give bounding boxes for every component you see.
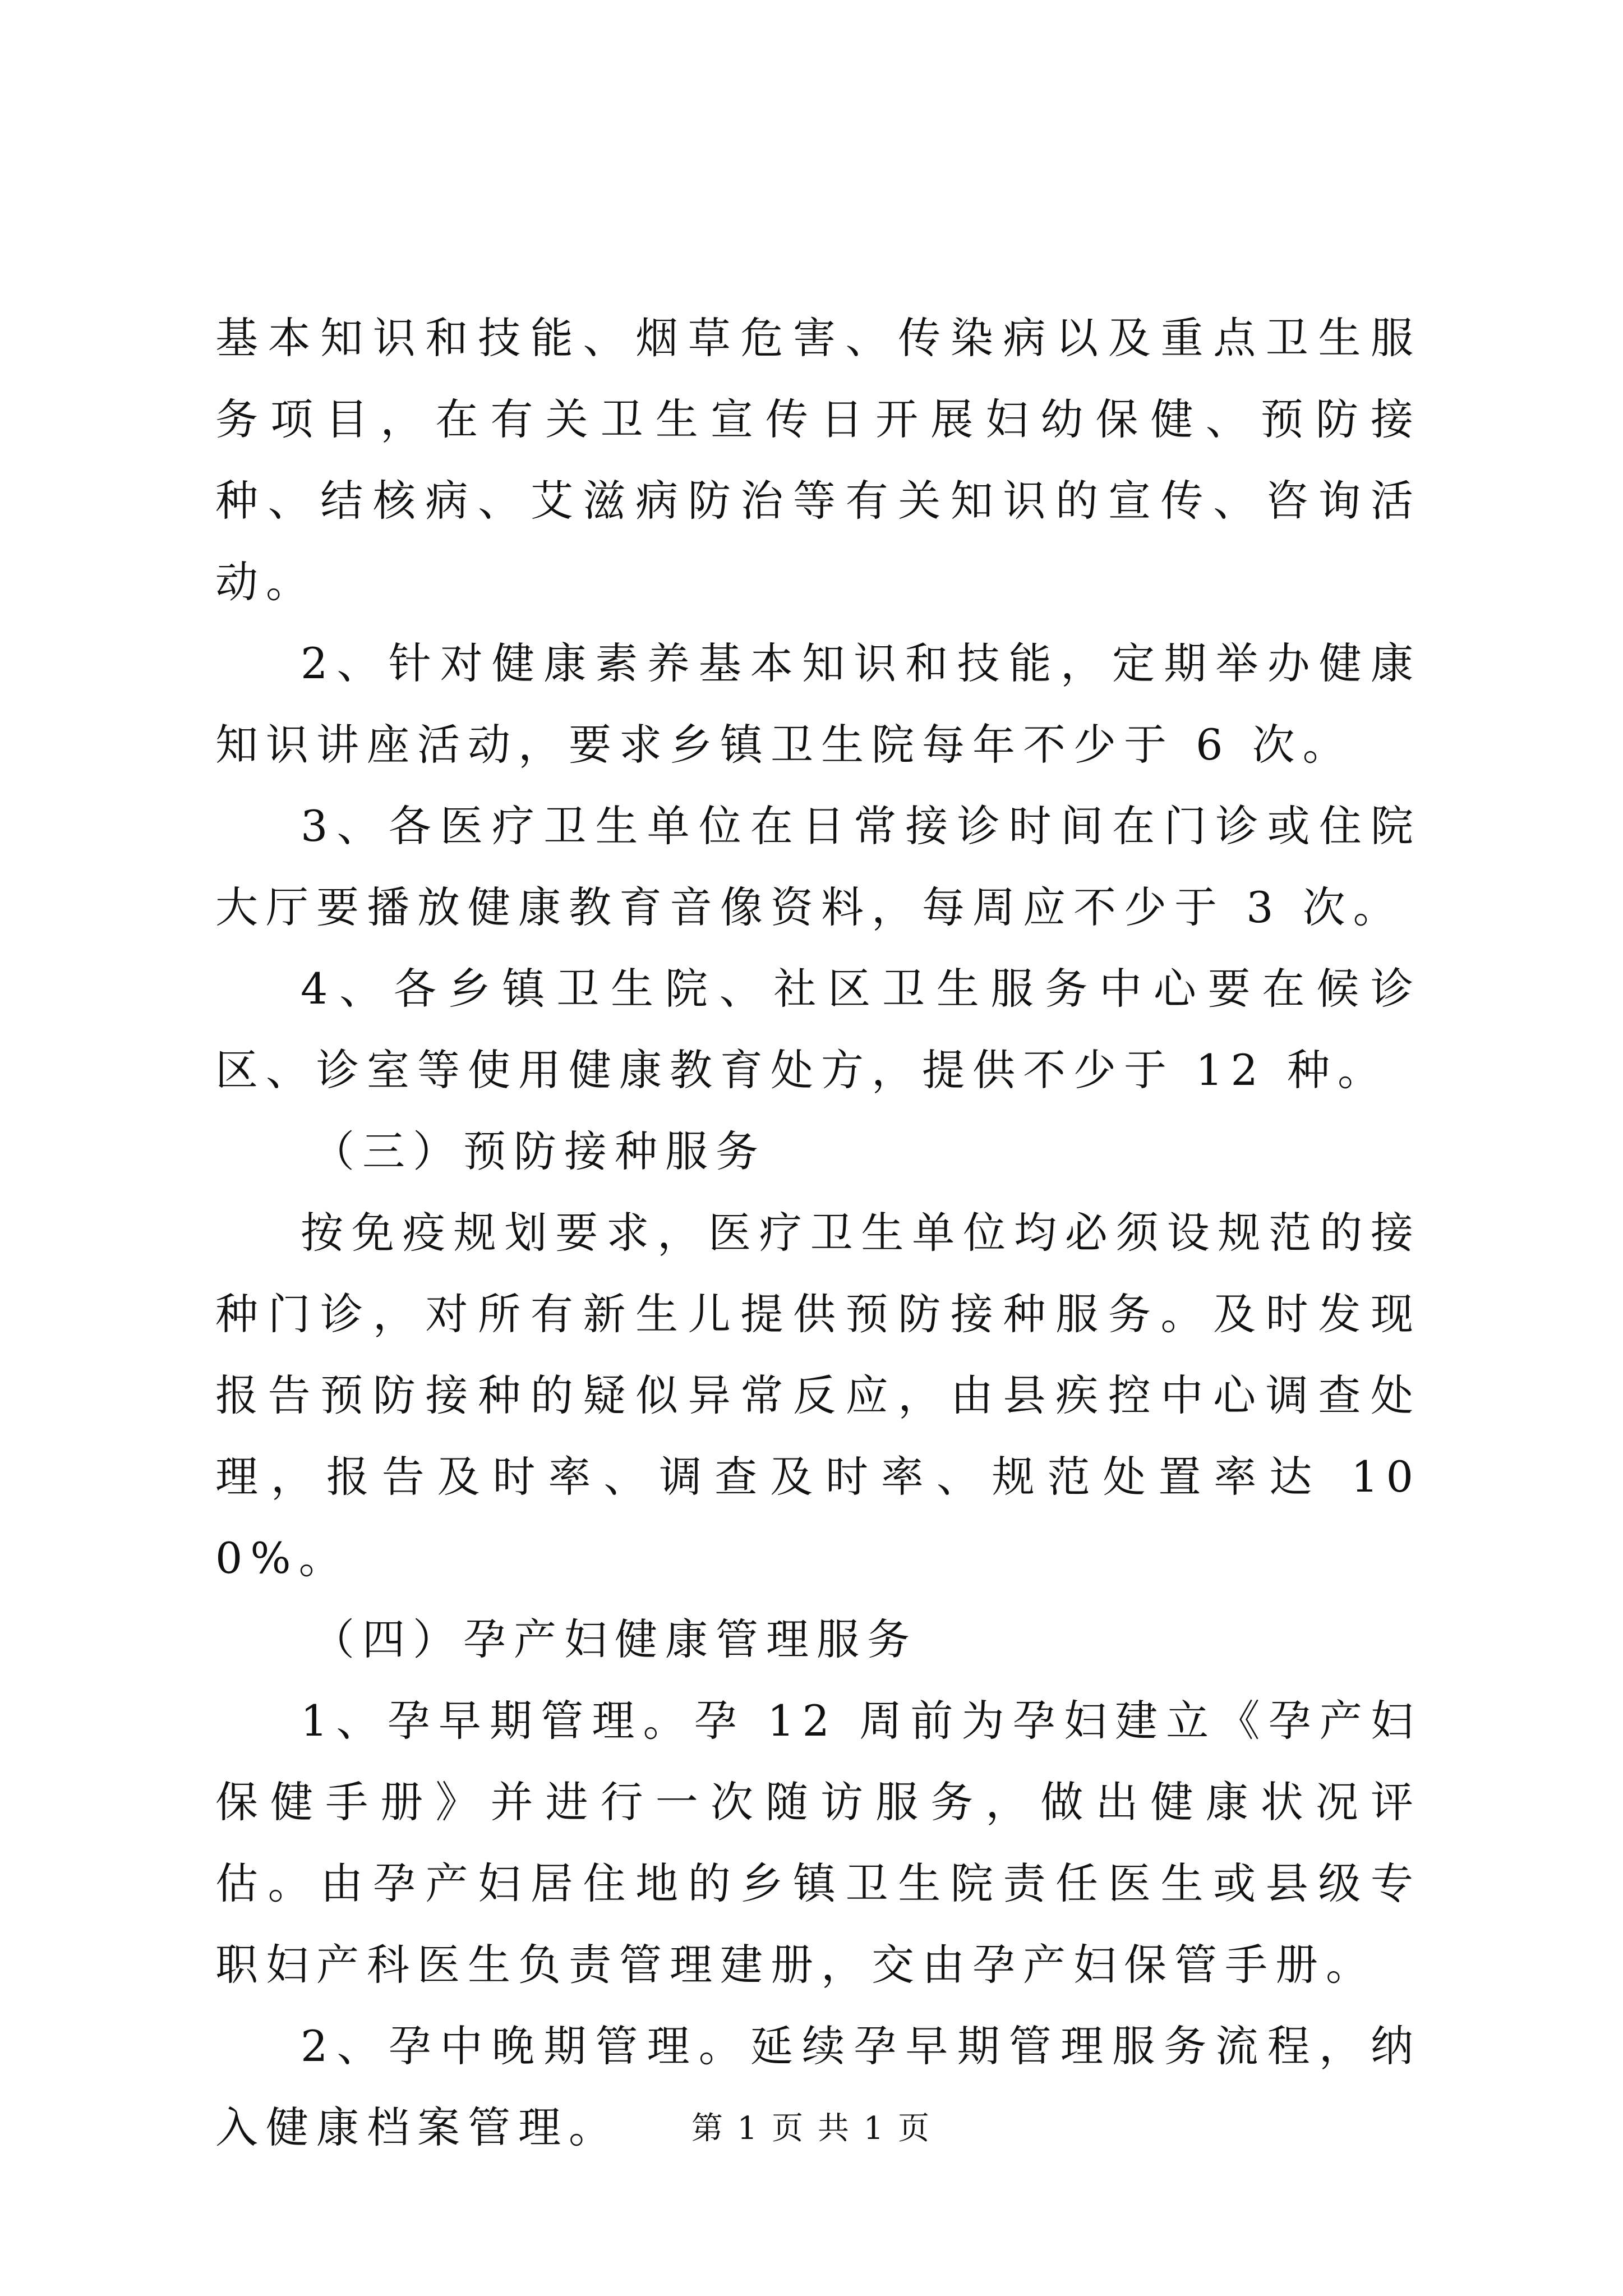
paragraph-immunization: 按免疫规划要求，医疗卫生单位均必须设规范的接种门诊，对所有新生儿提供预防接种服务。及时发现报告预防接种的疑似异常反应，由县疾控中心调查处理，报告及时率、调查及时率、规范处置率达 100%。 [215,1208,1421,1583]
section-heading-maternal-health: （四）孕产妇健康管理服务 [312,1614,917,1664]
paragraph-item-3: 3、各医疗卫生单位在日常接诊时间在门诊或住院大厅要播放健康教育音像资料，每周应不少于 3 次。 [215,801,1421,932]
paragraph-mid-late-pregnancy: 2、孕中晚期管理。延续孕早期管理服务流程，纳入健康档案管理。 [215,2021,1421,2152]
paragraph-early-pregnancy: 1、孕早期管理。孕 12 周前为孕妇建立《孕产妇保健手册》并进行一次随访服务，做出健康状况评估。由孕产妇居住地的乡镇卫生院责任医生或县级专职妇产科医生负责管理建册，交由孕产妇保管手册。 [215,1696,1421,1990]
paragraph-item-2: 2、针对健康素养基本知识和技能，定期举办健康知识讲座活动，要求乡镇卫生院每年不少于 6 次。 [215,638,1421,770]
paragraph-continued: 基本知识和技能、烟草危害、传染病以及重点卫生服务项目，在有关卫生宣传日开展妇幼保健、预防接种、结核病、艾滋病防治等有关知识的宣传、咨询活动。 [215,313,1421,607]
document-body [215,297,1421,2168]
section-heading-immunization: （三）预防接种服务 [312,1126,766,1176]
page-footer: 第 1 页 共 1 页 [691,2110,932,2147]
paragraph-item-4: 4、各乡镇卫生院、社区卫生服务中心要在候诊区、诊室等使用健康教育处方，提供不少于 12 种。 [215,964,1421,1095]
